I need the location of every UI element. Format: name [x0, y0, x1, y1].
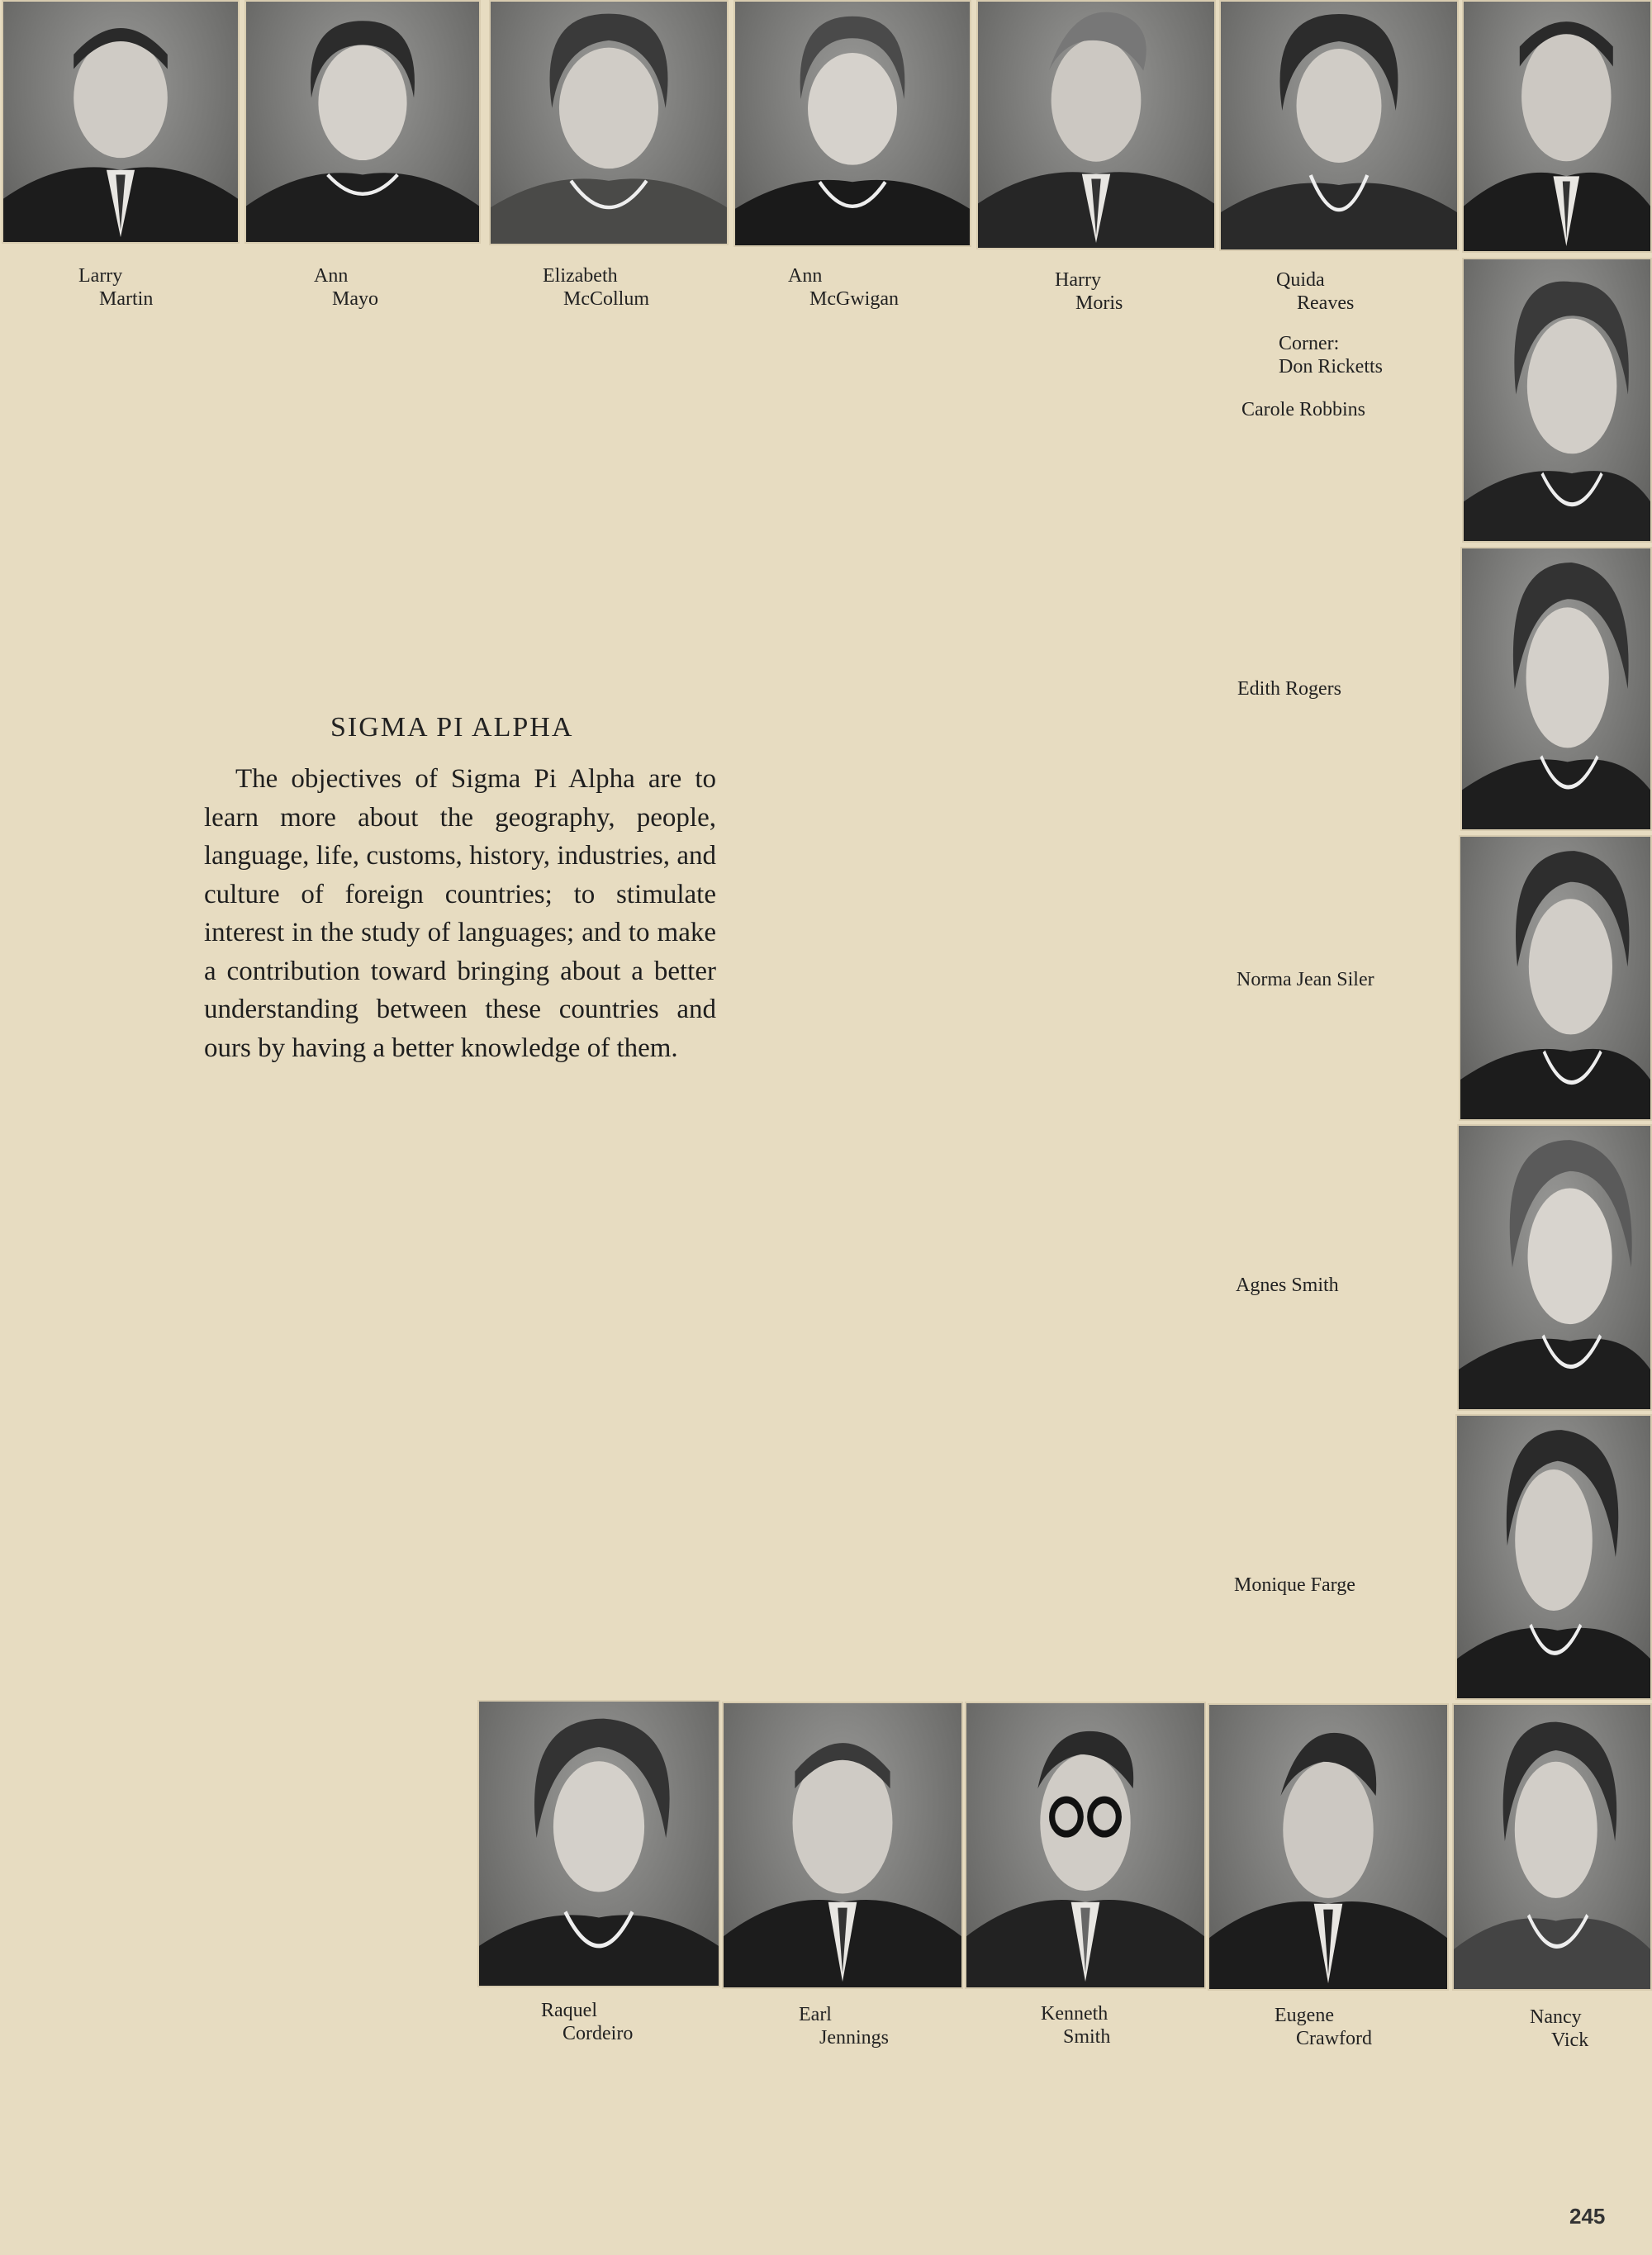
first-name: Raquel: [541, 2000, 597, 2021]
first-name: Kenneth: [1041, 2003, 1108, 2025]
full-name: Agnes Smith: [1236, 1275, 1339, 1296]
last-name: Jennings: [819, 2027, 889, 2048]
caption-harry-moris: [1055, 268, 1123, 315]
caption-quida-reaves: [1276, 268, 1354, 315]
portrait-ann-mcgwigan: [733, 0, 971, 247]
first-name: Nancy: [1530, 2006, 1582, 2028]
portrait-raquel-cordeiro: [477, 1700, 720, 1987]
caption-agnes-smith: [1236, 1274, 1339, 1297]
last-name: McGwigan: [809, 288, 899, 310]
article-body-text: The objectives of Sigma Pi Alpha are to learn more about the geography, people, language, life, customs, history, industries, and culture of foreign countries; to stimulate interest in the study of languages; and to make a contribution toward bringing about a better understanding between these countries and ours by having a better knowledge of them.: [204, 764, 716, 1063]
caption-raquel-cordeiro: [541, 1999, 633, 2045]
portrait-earl-jennings: [722, 1702, 963, 1989]
last-name: Cordeiro: [563, 2023, 634, 2044]
last-name: Smith: [1063, 2026, 1111, 2048]
article-title: SIGMA PI ALPHA: [330, 712, 574, 743]
caption-earl-jennings: [799, 2003, 889, 2049]
caption-ann-mayo: [314, 264, 378, 311]
caption-nancy-vick: [1530, 2006, 1588, 2052]
first-name: Quida: [1276, 269, 1325, 291]
last-name: McCollum: [563, 288, 650, 310]
corner-name: Don Ricketts: [1279, 356, 1383, 377]
portrait-agnes-smith: [1457, 1124, 1652, 1411]
portrait-nancy-vick: [1452, 1703, 1652, 1991]
first-name: Ann: [788, 265, 823, 287]
full-name: Norma Jean Siler: [1237, 969, 1374, 990]
portrait-carole-robbins: [1462, 258, 1652, 543]
first-name: Ann: [314, 265, 349, 287]
page-number: 245: [1569, 2204, 1606, 2229]
last-name: Reaves: [1297, 292, 1355, 314]
last-name: Martin: [99, 288, 154, 310]
first-name: Elizabeth: [543, 265, 618, 287]
caption-carole-robbins: [1241, 398, 1365, 421]
portrait-ann-mayo: [244, 0, 481, 244]
portrait-elizabeth-mccollum: [489, 0, 729, 245]
caption-larry-martin: [78, 264, 153, 311]
last-name: Moris: [1075, 292, 1123, 314]
portrait-quida-reaves: [1219, 0, 1459, 251]
full-name: Monique Farge: [1234, 1574, 1355, 1596]
portrait-don-ricketts: [1462, 0, 1652, 253]
caption-edith-rogers: [1237, 677, 1341, 700]
portrait-harry-moris: [976, 0, 1216, 249]
first-name: Larry: [78, 265, 123, 287]
last-name: Crawford: [1296, 2028, 1372, 2049]
last-name: Mayo: [332, 288, 378, 310]
caption-monique-farge: [1234, 1574, 1355, 1597]
caption-kenneth-smith: [1041, 2002, 1110, 2048]
portrait-eugene-crawford: [1208, 1703, 1449, 1991]
full-name: Carole Robbins: [1241, 399, 1365, 420]
article-body: [204, 760, 716, 1067]
portrait-kenneth-smith: [965, 1702, 1206, 1989]
first-name: Eugene: [1275, 2005, 1334, 2026]
portrait-larry-martin: [2, 0, 240, 244]
caption-elizabeth-mccollum: [543, 264, 649, 311]
full-name: Edith Rogers: [1237, 678, 1341, 700]
caption-eugene-crawford: [1275, 2004, 1372, 2050]
portrait-norma-jean-siler: [1459, 835, 1652, 1121]
corner-label: Corner:: [1279, 333, 1340, 354]
portrait-edith-rogers: [1460, 547, 1652, 831]
portrait-monique-farge: [1455, 1414, 1652, 1700]
last-name: Vick: [1551, 2029, 1589, 2051]
first-name: Earl: [799, 2004, 832, 2025]
caption-corner: [1279, 332, 1383, 378]
caption-ann-mcgwigan: [788, 264, 899, 311]
first-name: Harry: [1055, 269, 1101, 291]
caption-norma-jean-siler: [1237, 968, 1374, 991]
